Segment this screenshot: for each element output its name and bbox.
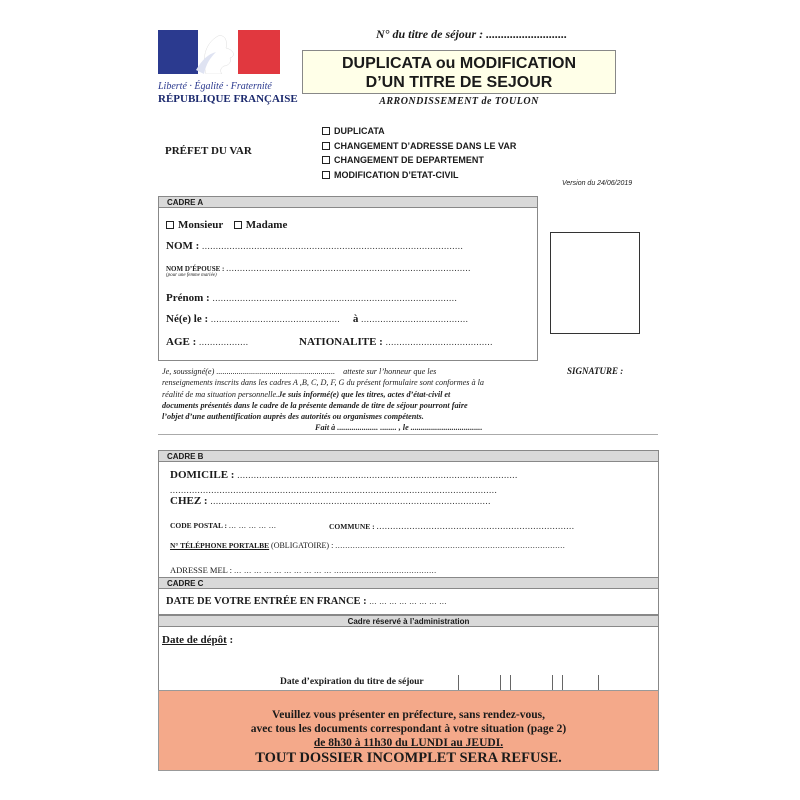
date-entree-field[interactable]: DATE DE VOTRE ENTRÉE EN FRANCE : ... ... ... ... ... ... ... ... bbox=[166, 596, 447, 607]
form-title-box bbox=[302, 50, 616, 94]
checkbox-icon[interactable] bbox=[322, 171, 330, 179]
adresse-mel-field[interactable]: ADRESSE MEL : ... ... ... ... ... ... ... ... ... ... ......................................... bbox=[170, 565, 437, 575]
option-modification-etat-civil[interactable]: MODIFICATION D’ETAT-CIVIL bbox=[322, 168, 516, 183]
nom-field[interactable]: NOM : ............................................................................................... bbox=[166, 240, 464, 252]
prefet-label: PRÉFET DU VAR bbox=[165, 145, 252, 157]
photo-box bbox=[550, 232, 640, 334]
cadre-b-header: CADRE B bbox=[159, 451, 658, 462]
version-label: Version du 24/06/2019 bbox=[562, 180, 633, 187]
date-depot-field: Date de dépôt : bbox=[162, 634, 234, 646]
notice-line3: de 8h30 à 11h30 du LUNDI au JEUDI. bbox=[313, 737, 504, 749]
request-type-options bbox=[322, 124, 516, 182]
option-monsieur[interactable]: Monsieur bbox=[166, 219, 223, 231]
checkbox-icon[interactable] bbox=[322, 142, 330, 150]
option-duplicata[interactable]: DUPLICATA bbox=[322, 124, 516, 139]
nom-epouse-field[interactable]: NOM D’ÉPOUSE : ......................................................................................... bbox=[166, 263, 471, 273]
checkbox-icon[interactable] bbox=[322, 156, 330, 164]
civility-choice bbox=[166, 219, 287, 231]
notice-line2: avec tous les documents correspondant à votre situation (page 2) bbox=[250, 723, 567, 735]
republic-motto: Liberté · Égalité · Fraternité bbox=[158, 81, 272, 92]
checkbox-icon[interactable] bbox=[234, 221, 242, 229]
form-title-line1: DUPLICATA ou MODIFICATION bbox=[341, 55, 577, 72]
notice-banner bbox=[158, 690, 659, 771]
cadre-a-header: CADRE A bbox=[159, 197, 537, 208]
form-title-line2: D’UN TITRE DE SEJOUR bbox=[365, 74, 553, 91]
domicile-field[interactable]: DOMICILE : ...................................................................................................... bbox=[170, 469, 518, 481]
checkbox-icon[interactable] bbox=[322, 127, 330, 135]
admin-header: Cadre réservé à l’administration bbox=[159, 616, 658, 627]
naissance-field[interactable]: Né(e) le : ............................................... à ....................................... bbox=[166, 313, 469, 325]
expiration-date-boxes bbox=[458, 675, 598, 690]
fait-a-field[interactable]: Fait à .................... ........ , le ................................... bbox=[315, 423, 483, 433]
option-changement-adresse[interactable]: CHANGEMENT D’ADRESSE DANS LE VAR bbox=[322, 139, 516, 154]
prenom-field[interactable]: Prénom : ......................................................................................... bbox=[166, 292, 458, 304]
nationalite-field[interactable]: NATIONALITE : ....................................... bbox=[299, 336, 493, 348]
option-madame[interactable]: Madame bbox=[234, 219, 288, 231]
option-changement-departement[interactable]: CHANGEMENT DE DEPARTEMENT bbox=[322, 153, 516, 168]
checkbox-icon[interactable] bbox=[166, 221, 174, 229]
divider bbox=[158, 434, 658, 435]
cadre-c-header: CADRE C bbox=[159, 578, 658, 589]
marianne-flag-icon bbox=[158, 30, 280, 74]
republique-logo bbox=[158, 30, 298, 108]
code-postal-field[interactable]: CODE POSTAL : ... ... ... ... ... bbox=[170, 521, 277, 530]
notice-line1: Veuillez vous présenter en préfecture, sans rendez-vous, bbox=[272, 709, 545, 721]
notice-line4: TOUT DOSSIER INCOMPLET SERA REFUSE. bbox=[255, 750, 562, 766]
chez-field[interactable]: CHEZ : ...................................................................................................... bbox=[170, 495, 491, 507]
signature-label: SIGNATURE : bbox=[567, 366, 624, 376]
republic-name: RÉPUBLIQUE FRANÇAISE bbox=[158, 93, 298, 105]
telephone-field[interactable]: N° TÉLÉPHONE PORTALBE (OBLIGATOIRE) : ............................................................................................ bbox=[170, 541, 566, 550]
domicile-line2[interactable]: ....................................................................................................................... bbox=[170, 485, 498, 495]
nom-epouse-note: (pour une femme mariée) bbox=[166, 273, 217, 278]
attestation-text: Je, soussigné(e) .......................................................... atteste sur l’honneur que les renseignements inscrits dans les cadres A ,B, C, D, F, G du présent formulaire sont conformes à la réalité de ma situation personnelle.Je suis informé(e) que les titres, actes d’état-civil et documents présentés dans le cadre de la présente demande de titre de séjour pourront faire l’objet d’une authentification auprès des autorités ou organismes compétents. Fait à .................... ........ , le ................................... bbox=[162, 366, 538, 434]
age-field[interactable]: AGE : .................. bbox=[166, 336, 249, 348]
titre-number-label: N° du titre de séjour : ........................... bbox=[376, 27, 568, 41]
arrondissement-label: ARRONDISSEMENT de TOULON bbox=[379, 96, 539, 107]
expiration-label: Date d’expiration du titre de séjour bbox=[280, 677, 424, 687]
commune-field[interactable]: COMMUNE : ........................................................................ bbox=[329, 521, 575, 531]
